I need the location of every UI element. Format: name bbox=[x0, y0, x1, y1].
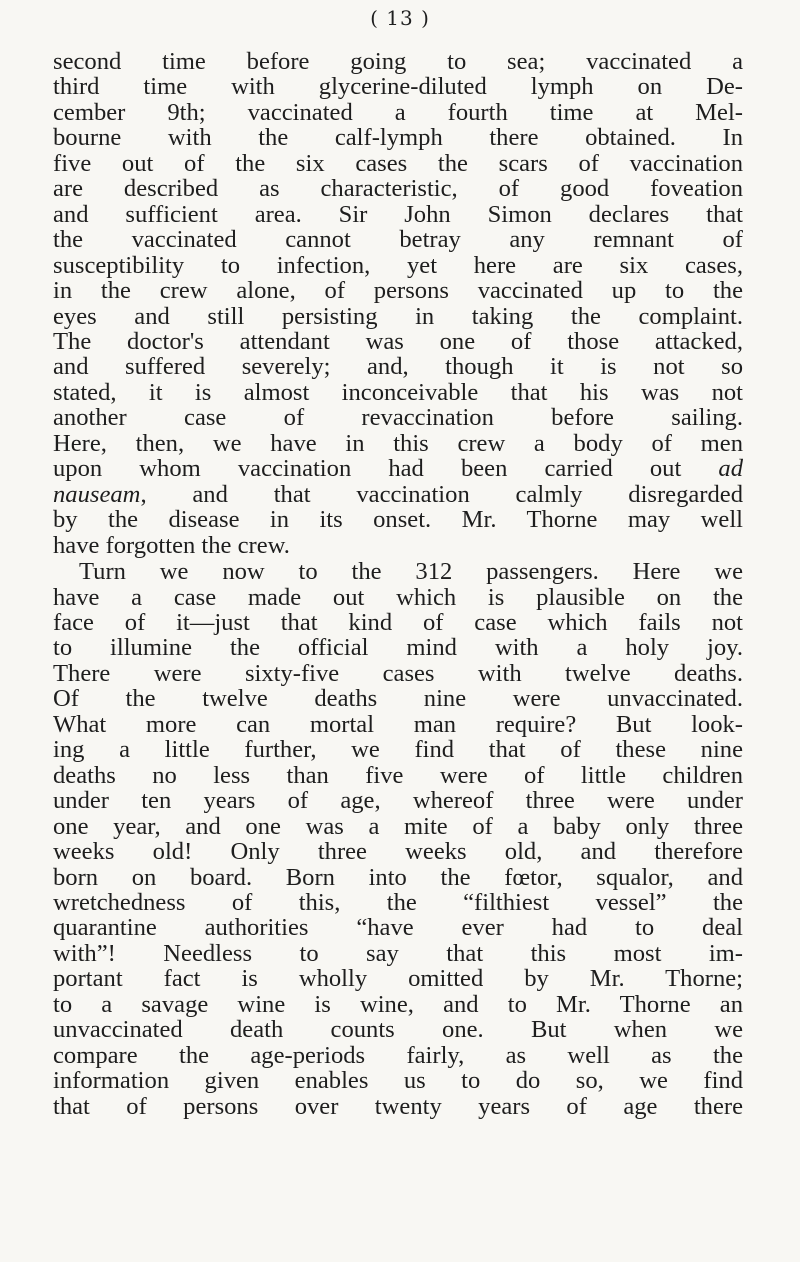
text-line: There were sixty-five cases with twelve deaths. bbox=[53, 660, 743, 687]
text-line-with-italic bbox=[53, 456, 743, 481]
text-line: unvaccinated death counts one. But when we bbox=[53, 1017, 743, 1043]
text-line: face of it—just that kind of case which fails not bbox=[53, 609, 743, 636]
page-number: ( 13 ) bbox=[370, 6, 430, 30]
text-line: one year, and one was a mite of a baby only three bbox=[53, 813, 743, 840]
text-line: second time before going to sea; vaccinated a bbox=[53, 49, 743, 75]
text-line: portant fact is wholly omitted by Mr. Thorne; bbox=[53, 966, 743, 992]
text-line: Of the twelve deaths nine were unvaccinated. bbox=[53, 686, 743, 712]
text-line: ing a little further, we find that of these nine bbox=[53, 737, 743, 763]
text-line: Turn we now to the 312 passengers. Here we bbox=[79, 559, 743, 585]
body-text bbox=[53, 49, 743, 1119]
text-line: to illumine the official mind with a holy joy. bbox=[53, 635, 743, 661]
text-fragment: upon whom vaccination had been carried out bbox=[53, 456, 719, 482]
text-line: cember 9th; vaccinated a fourth time at Mel- bbox=[53, 99, 743, 126]
text-line: have a case made out which is plausible on the bbox=[53, 584, 743, 610]
text-line: wretchedness of this, the “filthiest vessel” the bbox=[53, 889, 743, 916]
text-line: The doctor's attendant was one of those attacked, bbox=[53, 328, 743, 355]
text-line: five out of the six cases the scars of vaccination bbox=[53, 150, 743, 177]
text-line: by the disease in its onset. Mr. Thorne may well bbox=[53, 507, 743, 533]
paragraph-passengers bbox=[53, 559, 743, 1119]
text-line: are described as characteristic, of good foveation bbox=[53, 176, 743, 202]
italic-text: ad bbox=[718, 456, 743, 482]
text-line: in the crew alone, of persons vaccinated up to the bbox=[53, 278, 743, 304]
italic-text: nauseam bbox=[53, 481, 141, 508]
text-line: and suffered severely; and, though it is not so bbox=[53, 354, 743, 380]
text-line: Here, then, we have in this crew a body of men bbox=[53, 430, 743, 457]
text-fragment: , and that vaccination calmly disregarded bbox=[140, 481, 743, 508]
text-line: have forgotten the crew. bbox=[53, 532, 290, 559]
text-line: eyes and still persisting in taking the complaint. bbox=[53, 303, 743, 329]
text-line: compare the age-periods fairly, as well as the bbox=[53, 1042, 743, 1069]
text-line: born on board. Born into the fœtor, squalor, and bbox=[53, 864, 743, 890]
text-line: another case of revaccination before sailing. bbox=[53, 405, 743, 431]
text-line: third time with glycerine-diluted lymph on De- bbox=[53, 74, 743, 100]
paragraph-crew bbox=[53, 49, 743, 558]
text-line: quarantine authorities “have ever had to deal bbox=[53, 915, 743, 941]
text-line: stated, it is almost inconceivable that his was not bbox=[53, 379, 743, 406]
text-line: deaths no less than five were of little children bbox=[53, 762, 743, 789]
text-line: under ten years of age, whereof three were under bbox=[53, 788, 743, 814]
text-line: the vaccinated cannot betray any remnant of bbox=[53, 227, 743, 253]
text-line-with-italic bbox=[53, 482, 743, 507]
text-line: with”! Needless to say that this most im- bbox=[53, 940, 743, 967]
text-line: to a savage wine is wine, and to Mr. Thorne an bbox=[53, 991, 743, 1018]
text-line: and sufficient area. Sir John Simon declares that bbox=[53, 201, 743, 228]
text-line: What more can mortal man require? But look- bbox=[53, 711, 743, 738]
text-line: bourne with the calf-lymph there obtained. In bbox=[53, 125, 743, 151]
text-line: that of persons over twenty years of age there bbox=[53, 1093, 743, 1120]
text-line: information given enables us to do so, we find bbox=[53, 1068, 743, 1094]
text-line: susceptibility to infection, yet here are six cases, bbox=[53, 252, 743, 279]
text-line: weeks old! Only three weeks old, and therefore bbox=[53, 839, 743, 865]
